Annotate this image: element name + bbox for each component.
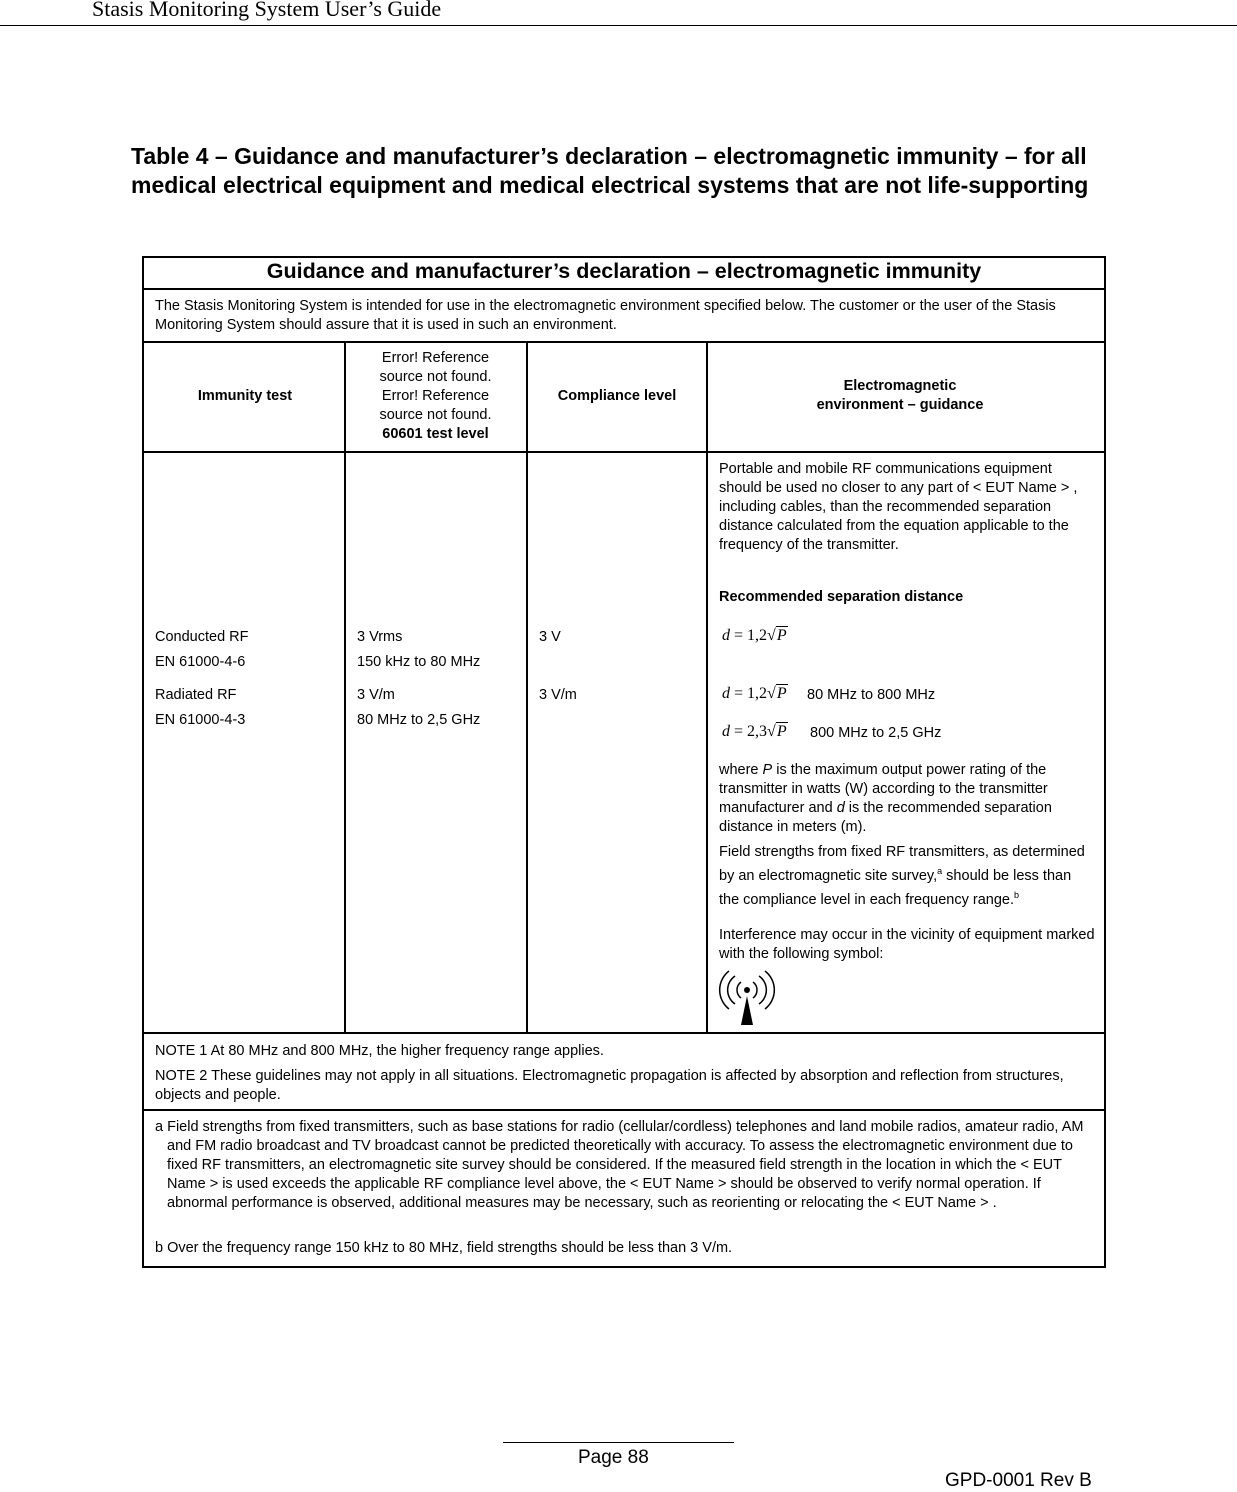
- row-conducted-test: Conducted RF: [155, 629, 249, 645]
- where-clause: where P is the maximum output power rating of the transmitter in watts (W) according to the transmitter manufacturer and d is the recommended separation distance in meters (m).: [719, 762, 1052, 835]
- column-rule: [706, 342, 708, 1033]
- table-title: Table 4 – Guidance and manufacturer’s declaration – electromagnetic immunity – for all medical electrical equipment and medical electrical systems that are not life-supporting: [131, 143, 1089, 198]
- row-radiated-test: Radiated RF: [155, 687, 237, 703]
- column-rule: [526, 342, 528, 1033]
- document-id: GPD-0001 Rev B: [945, 1470, 1092, 1491]
- separation-heading: Recommended separation distance: [719, 589, 964, 605]
- table-rule: [144, 288, 1104, 290]
- row-radiated-standard: EN 61000-4-3: [155, 712, 246, 728]
- formula-range: 80 MHz to 800 MHz: [807, 687, 936, 703]
- row-radiated-compliance: 3 V/m: [539, 687, 577, 703]
- column-header-test: Immunity test: [197, 388, 293, 404]
- separation-formula: d = 1,2√P: [722, 685, 787, 702]
- table-rule: [144, 341, 1104, 343]
- table-rule: [144, 451, 1104, 453]
- row-conducted-level-range: 150 kHz to 80 MHz: [357, 654, 481, 670]
- formula-range: 800 MHz to 2,5 GHz: [810, 725, 942, 741]
- table-intro: The Stasis Monitoring System is intended for use in the electromagnetic environment specified below. The customer or the user of the Stasis Monitoring System should assure that it is used in such an environment.: [155, 298, 1056, 333]
- guidance-intro: Portable and mobile RF communications equipment should be used no closer to any part of < EUT Name > , including cables, than the recommended separation distance calculated from the equation applicable to the frequency of the transmitter.: [719, 461, 1078, 553]
- column-header-compliance: Compliance level: [557, 388, 677, 404]
- header-rule: [0, 25, 1237, 26]
- column-header-environment: Electromagnetic environment – guidance: [816, 378, 984, 413]
- footnote-b: b Over the frequency range 150 kHz to 80 MHz, field strengths should be less than 3 V/m.: [155, 1240, 733, 1256]
- table-heading: Guidance and manufacturer’s declaration – electromagnetic immunity: [266, 259, 982, 283]
- note-2: NOTE 2 These guidelines may not apply in all situations. Electromagnetic propagation is affected by absorption and reflection from structures, objects and people.: [155, 1068, 1064, 1103]
- non-ionizing-radiation-icon: [716, 967, 778, 1029]
- footer-rule: [503, 1442, 734, 1443]
- field-strength-text: Field strengths from fixed RF transmitters, as determined by an electromagnetic site survey,$^a$ should be less than the compliance level in each frequency range.$^b$: [719, 844, 1085, 908]
- running-header: Stasis Monitoring System User’s Guide: [92, 0, 442, 21]
- table-rule: [144, 1109, 1104, 1111]
- note-1: NOTE 1 At 80 MHz and 800 MHz, the higher frequency range applies.: [155, 1043, 604, 1059]
- row-conducted-level: 3 Vrms: [357, 629, 403, 645]
- level-bold-text: 60601 test level: [382, 426, 489, 442]
- row-radiated-level-range: 80 MHz to 2,5 GHz: [357, 712, 481, 728]
- row-radiated-level: 3 V/m: [357, 687, 395, 703]
- page-number: Page 88: [578, 1447, 649, 1468]
- interference-text: Interference may occur in the vicinity of equipment marked with the following symbol:: [719, 927, 1095, 962]
- table-rule: [144, 1032, 1104, 1034]
- row-conducted-standard: EN 61000-4-6: [155, 654, 246, 670]
- separation-formula: d = 2,3√P: [722, 723, 787, 740]
- column-rule: [344, 342, 346, 1033]
- column-header-level: [368, 349, 503, 444]
- level-error-text: Error! Reference source not found. Error! Reference source not found.: [379, 350, 492, 423]
- separation-formula: d = 1,2√P: [722, 627, 787, 644]
- row-conducted-compliance: 3 V: [539, 629, 561, 645]
- footnote-a: a Field strengths from fixed transmitters, such as base stations for radio (cellular/cordless) telephones and land mobile radios, amateur radio, AM and FM radio broadcast and TV broadcast cannot be predicted theoretically with accuracy. To assess the electromagnetic environment due to fixed RF transmitters, an electromagnetic site survey should be considered. If the measured field strength in the location in which the < EUT Name > is used exceeds the applicable RF compliance level above, the < EUT Name > should be observed to verify normal operation. If abnormal performance is observed, additional measures may be necessary, such as reorienting or relocating the < EUT Name > .: [155, 1119, 1084, 1211]
